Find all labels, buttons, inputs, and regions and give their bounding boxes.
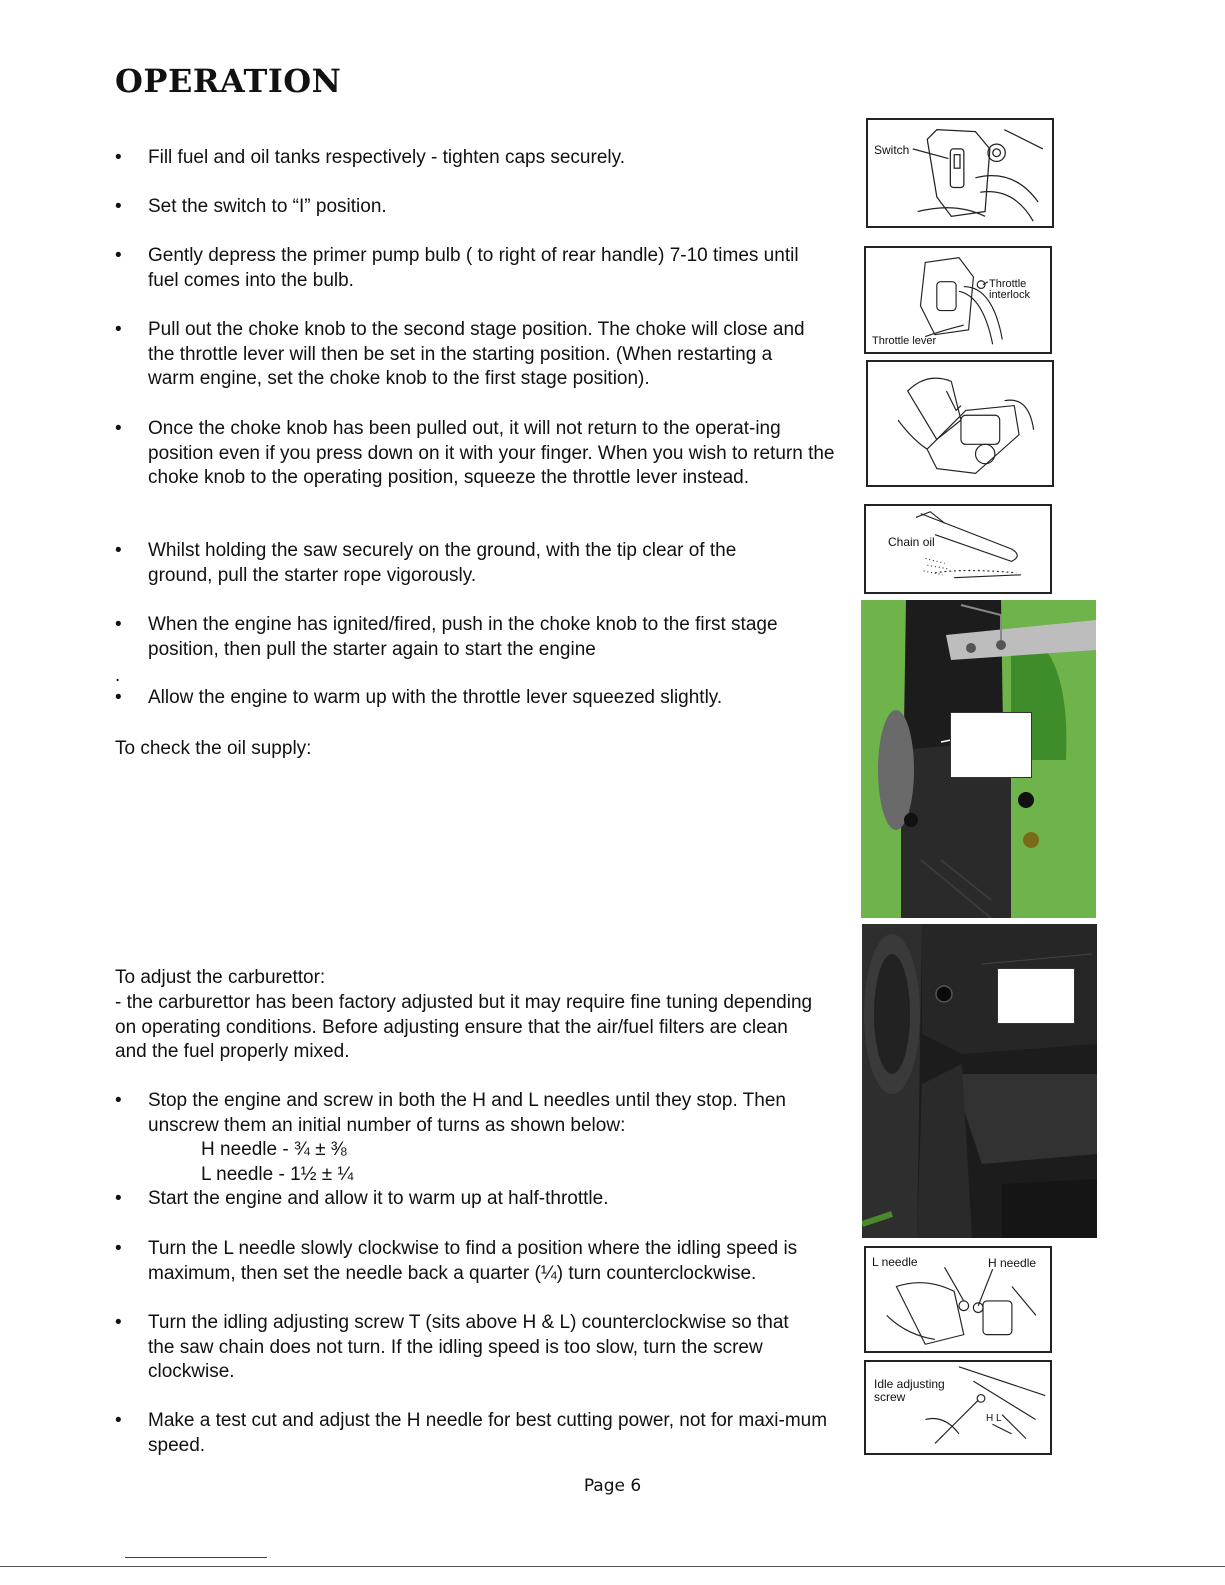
h-needle-label: H needle <box>988 1256 1037 1270</box>
idle-screw-drawing <box>866 1362 1050 1453</box>
starter-drawing <box>868 362 1052 485</box>
throttle-lever-label: Throttle lever <box>872 335 937 347</box>
carb-step-needles <box>115 1089 845 1187</box>
step-fill-tanks <box>115 146 845 171</box>
switch-label: Switch <box>874 143 910 157</box>
carburettor-photo <box>862 924 1097 1238</box>
l-needle-spec: L needle - 1½ ± ¼ <box>201 1163 354 1185</box>
step-text: Make a test cut and adjust the H needle for best cutting power, not for maxi-mum speed. <box>148 1410 828 1456</box>
bullet-mark: • <box>115 1238 122 1259</box>
chain-oil-drawing <box>866 506 1050 592</box>
bullet-mark: • <box>115 319 122 340</box>
step-set-switch <box>115 195 845 220</box>
chain-oil-label: Chain oil <box>888 535 935 549</box>
bullet-mark: • <box>115 1410 122 1431</box>
carb-callout-box <box>997 968 1075 1024</box>
throttle-interlock-label: Throttle interlock <box>989 278 1030 301</box>
bullet-mark: • <box>115 1312 122 1333</box>
starter-figure <box>866 360 1054 487</box>
h-needle-spec: H needle - ¾ ± ⅜ <box>201 1139 347 1161</box>
bullet-mark: • <box>115 614 122 635</box>
step-text: Once the choke knob has been pulled out, it will not return to the operat-ing position even if you press down on it with your finger. When you wish to return the choke knob to the operating position, squeeze the throttle lever instead. <box>148 418 835 489</box>
step-primer <box>115 244 815 293</box>
step-starter <box>115 539 805 588</box>
bullet-mark: • <box>115 147 122 168</box>
step-choke <box>115 318 815 392</box>
idle-screw-label: Idle adjusting screw <box>874 1377 945 1404</box>
throttle-figure <box>864 246 1052 354</box>
bullet-mark: • <box>115 245 122 266</box>
hl-marks-label: H L <box>986 1413 1002 1424</box>
step-text: Whilst holding the saw securely on the ground, with the tip clear of the ground, pull the starter rope vigorously. <box>148 540 737 586</box>
footer-rule <box>0 1566 1225 1567</box>
page-number: Page 6 <box>583 1476 642 1496</box>
step-text: Allow the engine to warm up with the throttle lever squeezed slightly. <box>148 687 723 708</box>
step-text: Turn the L needle slowly clockwise to find a position where the idling speed is maximum, then set the needle back a quarter (¼) turn counterclockwise. <box>148 1238 798 1284</box>
step-text: Gently depress the primer pump bulb ( to right of rear handle) 7-10 times until fuel comes into the bulb. <box>148 245 799 291</box>
l-needle-label: L needle <box>872 1255 918 1269</box>
oil-tank-photo <box>861 600 1096 918</box>
bullet-mark: • <box>115 540 122 561</box>
carb-step-start <box>115 1187 845 1212</box>
step-text: Start the engine and allow it to warm up at half-throttle. <box>148 1188 609 1209</box>
step-text: Fill fuel and oil tanks respectively - tighten caps securely. <box>148 147 625 168</box>
switch-figure <box>866 118 1054 228</box>
bullet-mark: • <box>115 687 122 708</box>
carb-step-test-cut <box>115 1409 845 1458</box>
chain-oil-figure <box>864 504 1052 594</box>
step-text: Set the switch to “I” position. <box>148 196 387 217</box>
step-ignite <box>115 613 840 662</box>
stray-period: . <box>115 665 121 686</box>
step-text: Turn the idling adjusting screw T (sits above H & L) counterclockwise so that the saw chain does not turn. If the idling speed is too slow, turn the screw clockwise. <box>148 1312 789 1383</box>
bullet-mark: • <box>115 418 122 439</box>
step-text: When the engine has ignited/fired, push in the choke knob to the first stage position, then pull the starter again to start the engine <box>148 614 778 660</box>
carb-heading: To adjust the carburettor: <box>115 967 326 988</box>
carb-intro: - the carburettor has been factory adjusted but it may require fine tuning depending on operating conditions. Before adjusting ensure that the air/fuel filters are clean and the fuel properly mixed. <box>115 992 813 1063</box>
bullet-mark: • <box>115 1188 122 1209</box>
step-warm-up <box>115 686 845 711</box>
step-choke-release <box>115 417 835 491</box>
bullet-mark: • <box>115 196 122 217</box>
page-title: OPERATION <box>115 62 342 100</box>
oil-callout-box <box>950 712 1032 778</box>
carb-step-l-needle <box>115 1237 840 1286</box>
footer-link-line <box>125 1557 267 1558</box>
needles-figure <box>864 1246 1052 1353</box>
switch-drawing <box>868 120 1052 226</box>
bullet-mark: • <box>115 1090 122 1111</box>
step-text: Stop the engine and screw in both the H and L needles until they stop. Then unscrew them an initial number of turns as shown below: <box>148 1090 786 1136</box>
oil-check-heading: To check the oil supply: <box>115 738 312 759</box>
carb-step-idle <box>115 1311 815 1385</box>
idle-screw-figure <box>864 1360 1052 1455</box>
step-text: Pull out the choke knob to the second stage position. The choke will close and the throttle lever will then be set in the starting position. (When restarting a warm engine, set the choke knob to the first stage position). <box>148 319 805 390</box>
